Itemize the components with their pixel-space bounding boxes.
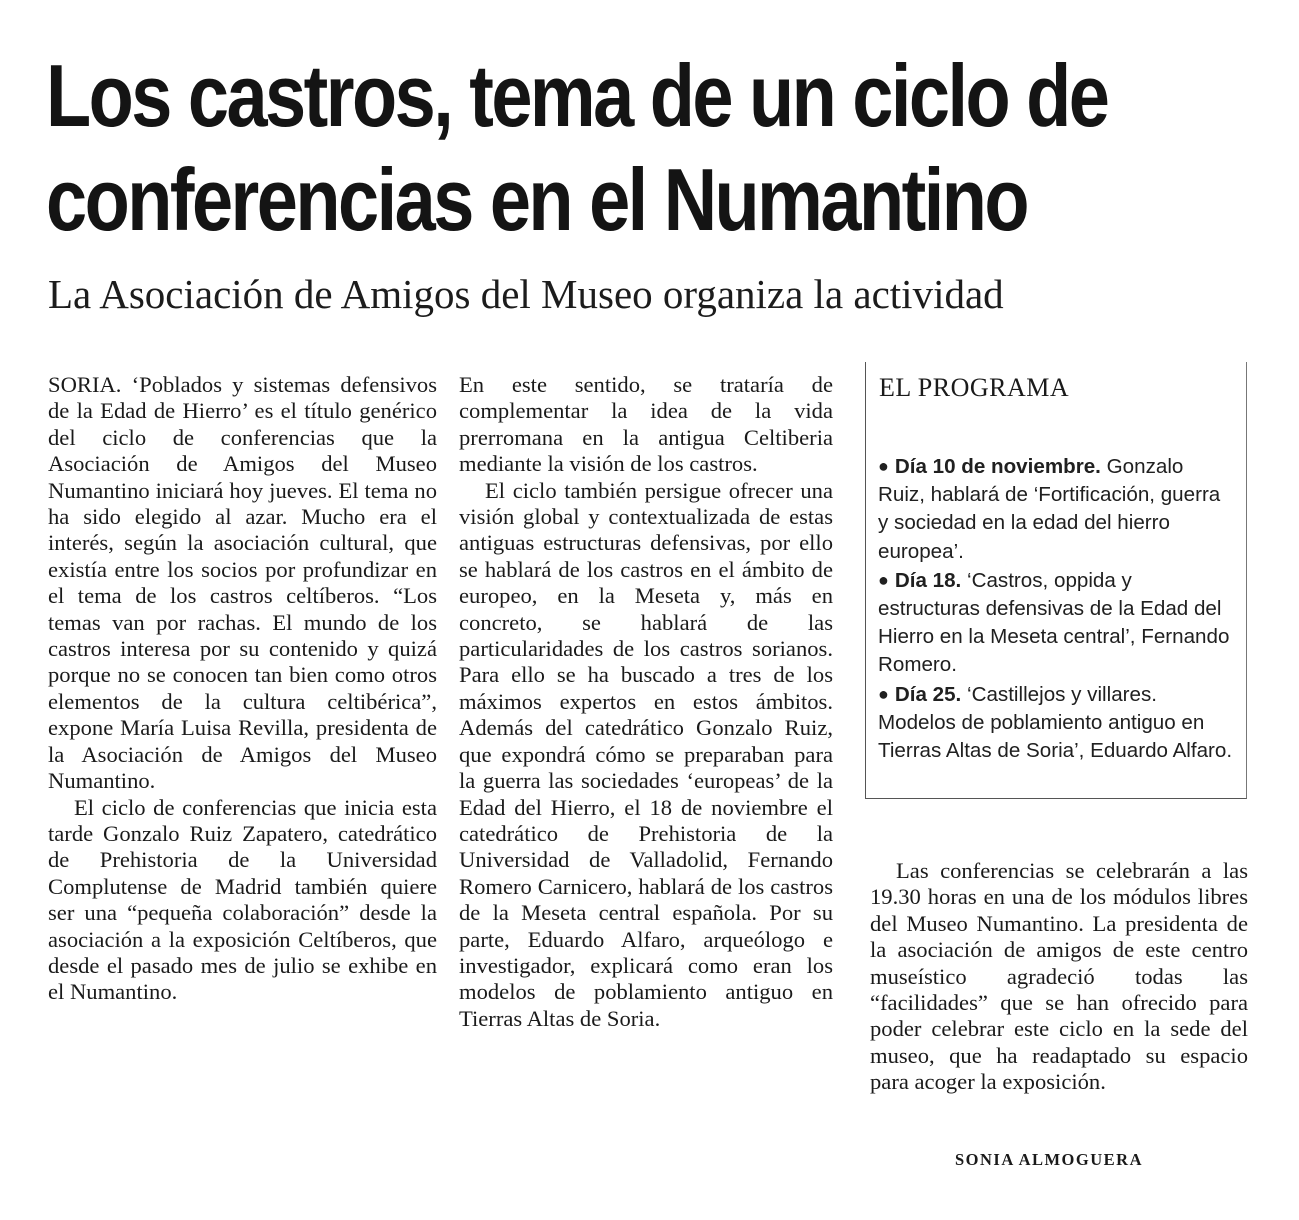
bullet-icon: ●	[878, 683, 889, 704]
program-day: Día 25.	[894, 682, 962, 706]
headline-line-1: Los castros, tema de un ciclo de	[46, 46, 1108, 145]
paragraph: El ciclo de conferencias que inicia esta tarde Gonzalo Ruiz Zapatero, catedrático de Prehistoria de la Universidad Complutense de Madrid también quiere ser una “pequeña colaboración” desde la asociación a la exposición Celtíberos, que desde el pasado mes de julio se exhibe en el Numantino.	[48, 794, 437, 1005]
paragraph: Las conferencias se celebrarán a las 19.30 horas en una de los módulos libres del Museo Numantino. La presidenta de la asociación de amigos de este centro museístico agradeció todas las “facilidades” que se han ofrecido para poder celebrar este ciclo en la sede del museo, que ha readaptado su espacio para acoger la exposición.	[870, 858, 1248, 1095]
program-day: Día 18.	[894, 568, 962, 592]
program-text: ‘Castillejos y villares. Modelos de poblamiento antiguo en Tierras Altas de Soria’, Eduardo Alfaro.	[878, 682, 1233, 763]
bullet-icon: ●	[878, 569, 889, 590]
subtitle: La Asociación de Amigos del Museo organiza la actividad	[48, 271, 1004, 317]
paragraph: El ciclo también persigue ofrecer una visión global y contextualizada de estas antiguas estructuras defensivas, por ello se hablará de los castros en el ámbito de europeo, en la Meseta y, más en concreto, se hablará de las particularidades de los castros sorianos. Para ello se ha buscado a tres de los máximos expertos en estos ámbitos. Además del catedrático Gonzalo Ruiz, que expondrá cómo se preparaban para la guerra las sociedades ‘europeas’ de la Edad del Hierro, el 18 de noviembre el catedrático de Prehistoria de la Universidad de Valladolid, Fernando Romero Carnicero, hablará de los castros de la Meseta central española. Por su parte, Eduardo Alfaro, arqueólogo e investigador, explicará como eran los modelos de poblamiento antiguo en Tierras Altas de Soria.	[459, 477, 833, 1031]
article-column-3	[870, 858, 1248, 1096]
program-text: Gonzalo Ruiz, hablará de ‘Fortificación, guerra y sociedad en la edad del hierro europea’.	[878, 455, 1221, 563]
headline	[46, 44, 1108, 252]
article-column-2	[459, 372, 833, 1032]
program-item	[878, 452, 1233, 566]
bullet-icon: ●	[878, 456, 889, 476]
headline-line-2: conferencias en el Numantino	[46, 150, 1028, 249]
program-list	[878, 452, 1233, 765]
article-column-1	[48, 372, 437, 1006]
program-title: EL PROGRAMA	[879, 373, 1070, 402]
byline: SONIA ALMOGUERA	[955, 1150, 1143, 1169]
program-item	[878, 680, 1233, 766]
paragraph: SORIA. ‘Poblados y sistemas defensivos de la Edad de Hierro’ es el título genérico del ciclo de conferencias que la Asociación de Amigos del Museo Numantino iniciará hoy jueves. El tema no ha sido elegido al azar. Mucho era el interés, según la asociación cultural, que existía entre los socios por profundizar en el tema de los castros celtíberos. “Los temas van por rachas. El mundo de los castros interesa por su contenido y quizá porque no se conocen tan bien como otros elementos de la cultura celtibérica”, expone María Luisa Revilla, presidenta de la Asociación de Amigos del Museo Numantino.	[48, 372, 437, 794]
program-item	[878, 566, 1233, 680]
program-text: ‘Castros, oppida y estructuras defensivas de la Edad del Hierro en la Meseta central’, Fernando Romero.	[878, 568, 1230, 677]
program-day: Día 10 de noviembre.	[894, 455, 1101, 478]
program-box	[865, 362, 1247, 799]
paragraph: En este sentido, se trataría de complementar la idea de la vida prerromana en la antigua Celtiberia mediante la visión de los castros.	[459, 372, 833, 477]
